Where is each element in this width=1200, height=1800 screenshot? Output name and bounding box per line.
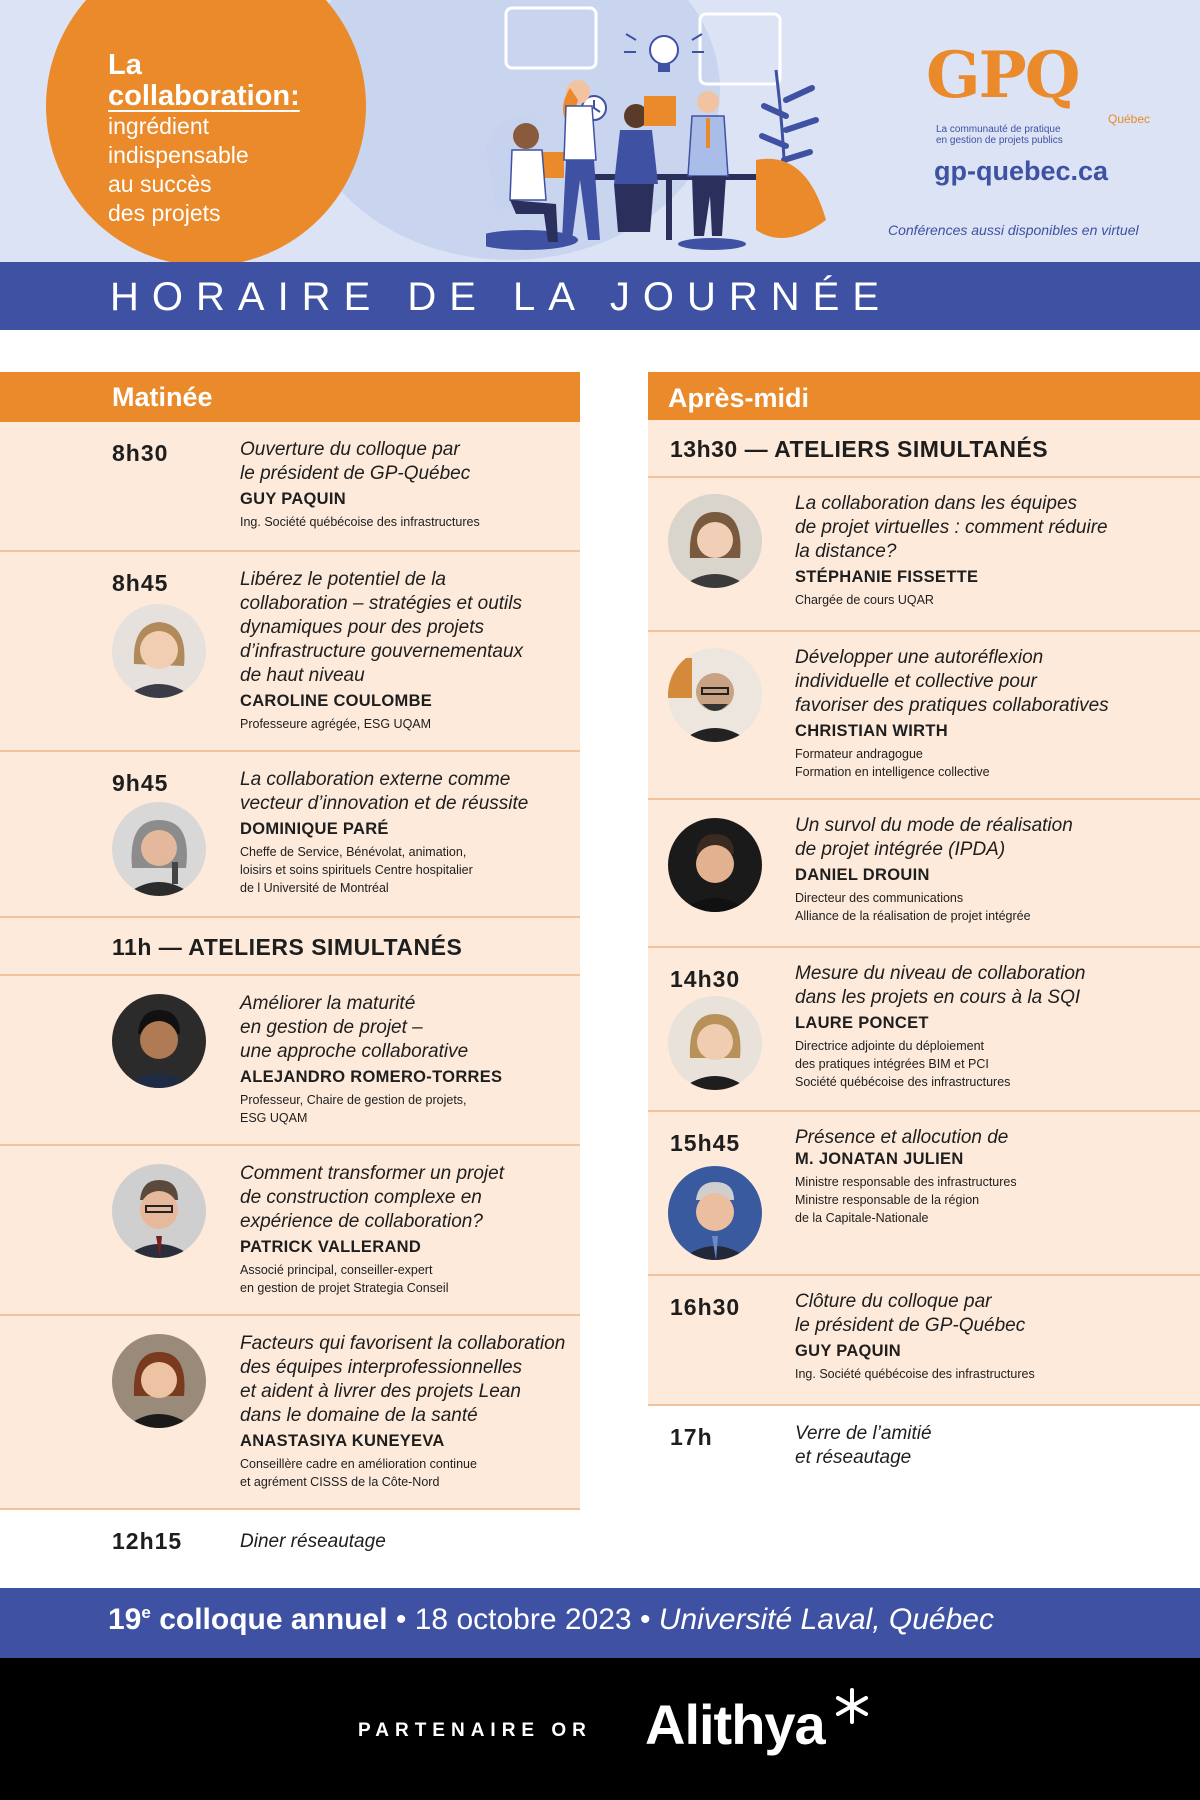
session-title-line: Un survol du mode de réalisation [795,815,1073,836]
gpq-logo-region: Québec [1108,112,1151,126]
session-time: 12h15 [112,1528,183,1554]
closing-label-line: et réseautage [795,1447,912,1468]
speaker-photo-avatar [112,802,206,896]
team-collaboration-illustration [486,0,886,262]
morning-column [0,372,580,1574]
speaker-photo-avatar [668,996,762,1090]
hero-line-4: indispensable [108,142,249,168]
session-title [795,962,1195,1010]
affiliation-line: Ing. Société québécoise des infrastructures [795,1367,1035,1381]
affiliation-line: Professeure agrégée, ESG UQAM [240,717,432,731]
affiliation-line: Directeur des communications [795,891,964,905]
lunch-details [240,1530,575,1554]
speaker-affiliation [795,745,1195,781]
session-title [240,1332,575,1428]
session-title-line: individuelle et collective pour [795,671,1037,692]
lunch-label: Diner réseautage [240,1531,386,1552]
speaker-affiliation [795,1365,1195,1383]
session-title-line: Ouverture du colloque par [240,439,460,460]
afternoon-header: Après-midi [648,372,1200,420]
affiliation-line: Société québécoise des infrastructures [795,1075,1011,1089]
speaker-affiliation [240,513,575,531]
affiliation-line: Formation en intelligence collective [795,765,990,779]
session-title-line: le président de GP-Québec [240,463,471,484]
speaker-photo-avatar [668,648,762,742]
session-details [240,992,575,1127]
session-row [0,552,580,752]
session-title [240,568,575,688]
affiliation-line: Cheffe de Service, Bénévolat, animation, [240,845,467,859]
session-title-line: de projet intégrée (IPDA) [795,839,1006,860]
speaker-affiliation [795,591,1195,609]
affiliation-line: Professeur, Chaire de gestion de projets, [240,1093,467,1107]
session-details [240,1332,575,1491]
affiliation-line: Directrice adjointe du déploiement [795,1039,984,1053]
affiliation-line: de la Capitale-Nationale [795,1211,929,1225]
affiliation-line: Chargée de cours UQAR [795,593,934,607]
session-title-line: expérience de collaboration? [240,1211,483,1232]
hero-line-2-suffix: : [290,80,300,112]
event-location: Université Laval, Québec [658,1603,994,1636]
session-title [795,814,1195,862]
affiliation-line: loisirs et soins spirituels Centre hospitalier [240,863,473,877]
session-title-line: de construction complexe en [240,1187,482,1208]
session-title-line: Clôture du colloque par [795,1291,992,1312]
workshop-row [0,1146,580,1316]
session-details [795,646,1195,781]
hero-banner [0,0,1200,262]
session-title-line: Mesure du niveau de collaboration [795,963,1086,984]
gpq-logo [926,38,1166,154]
workshop-band [0,918,580,976]
session-title-line: dynamiques pour des projets [240,617,484,638]
hero-line-5: au succès [108,171,212,197]
speaker-photo-avatar [668,494,762,588]
speaker-name: ANASTASIYA KUNEYEVA [240,1432,445,1450]
alithya-star-icon [832,1686,872,1726]
speaker-name: STÉPHANIE FISSETTE [795,568,979,586]
website-link[interactable]: gp-quebec.ca [934,156,1109,186]
speaker-photo-avatar [112,1164,206,1258]
session-title-line: vecteur d’innovation et de réussite [240,793,529,814]
speaker-affiliation [240,715,575,733]
speaker-affiliation [240,1091,575,1127]
speaker-name: GUY PAQUIN [795,1342,901,1360]
session-details [240,438,575,531]
edition-label: colloque annuel [159,1603,388,1636]
colloque-banner [0,1588,1200,1658]
speaker-photo-avatar [668,1166,762,1260]
speaker-name: GUY PAQUIN [240,490,346,508]
session-time: 8h45 [112,570,169,596]
affiliation-line: Ministre responsable de la région [795,1193,980,1207]
speaker-affiliation [795,889,1195,925]
session-time: 17h [670,1424,713,1450]
session-title-line: Libérez le potentiel de la [240,569,446,590]
session-title-line: favoriser des pratiques collaboratives [795,695,1109,716]
alithya-logo: Alithya [645,1693,825,1756]
closing-label [795,1422,1195,1470]
event-date: 18 octobre 2023 [414,1603,632,1636]
closing-details [795,1422,1195,1470]
speaker-name: CAROLINE COULOMBE [240,692,433,710]
gpq-logo-tagline [936,124,1126,146]
session-title-line: le président de GP-Québec [795,1315,1026,1336]
workshop-band-title: 13h30 — ATELIERS SIMULTANÉS [670,436,1049,462]
session-details [240,1162,575,1297]
hero-line-2 [108,80,358,112]
workshop-row [648,800,1200,948]
session-title [795,1290,1195,1338]
affiliation-line: et agrément CISSS de la Côte-Nord [240,1475,440,1489]
affiliation-line: Formateur andragogue [795,747,923,761]
speaker-affiliation [795,1037,1195,1091]
session-title-line: La collaboration dans les équipes [795,493,1078,514]
workshop-row [0,976,580,1146]
morning-header: Matinée [0,372,580,422]
hero-line-2-text: collaboration [108,80,291,112]
session-title-line: de haut niveau [240,665,365,686]
session-row [0,752,580,918]
workshop-band-title: 11h — ATELIERS SIMULTANÉS [112,934,463,960]
speaker-name: ALEJANDRO ROMERO-TORRES [240,1068,503,1086]
gpq-tagline-line-1: La communauté de pratique [936,124,1061,135]
session-title-line: de projet virtuelles : comment réduire [795,517,1108,538]
session-time: 8h30 [112,440,169,466]
speaker-name: M. JONATAN JULIEN [795,1150,964,1168]
speaker-affiliation [240,1261,575,1297]
session-title-line: des équipes interprofessionnelles [240,1357,523,1378]
workshop-row [648,478,1200,632]
session-title-line: Présence et allocution de [795,1127,1009,1148]
speaker-name: DANIEL DROUIN [795,866,930,884]
partner-label: PARTENAIRE OR [358,1720,592,1741]
speaker-name: PATRICK VALLERAND [240,1238,422,1256]
workshop-row [648,632,1200,800]
affiliation-line: Ministre responsable des infrastructures [795,1175,1017,1189]
edition-number: 19 [108,1603,142,1636]
edition-superscript: e [141,1603,151,1622]
speaker-affiliation [240,843,575,897]
schedule-title: HORAIRE DE LA JOURNÉE [110,275,893,319]
speaker-name: DOMINIQUE PARÉ [240,820,389,838]
closing-row [648,1406,1200,1492]
speaker-photo-avatar [668,818,762,912]
session-time: 15h45 [670,1130,741,1156]
gpq-logo-letters: GPQ [926,38,1079,113]
speaker-photo-avatar [112,604,206,698]
session-time: 9h45 [112,770,169,796]
affiliation-line: ESG UQAM [240,1111,308,1125]
session-details [240,568,575,733]
affiliation-line: Ing. Société québécoise des infrastructures [240,515,480,529]
session-title-line: collaboration – stratégies et outils [240,593,522,614]
speaker-affiliation [240,1455,575,1491]
workshop-row [0,1316,580,1510]
session-title-line: en gestion de projet – [240,1017,423,1038]
session-title [240,1162,575,1234]
session-title-line: Améliorer la maturité [240,993,416,1014]
affiliation-line: Associé principal, conseiller-expert [240,1263,433,1277]
hero-line-3: ingrédient [108,113,210,139]
session-details [795,814,1195,925]
affiliation-line: en gestion de projet Strategia Conseil [240,1281,449,1295]
separator: • [395,1603,407,1636]
schedule-title-bar [0,262,1200,330]
session-details [795,962,1195,1091]
afternoon-column [648,372,1200,1492]
session-time: 14h30 [670,966,741,992]
session-title-line: une approche collaborative [240,1041,469,1062]
virtual-note: Conférences aussi disponibles en virtuel [888,222,1139,238]
session-row [648,1276,1200,1406]
session-time: 16h30 [670,1294,741,1320]
lunch-row [0,1510,580,1574]
session-row [0,422,580,552]
speaker-photo-avatar [112,1334,206,1428]
partner-banner [0,1658,1200,1800]
session-details [795,492,1195,609]
session-title [795,492,1195,564]
speaker-name: LAURE PONCET [795,1014,929,1032]
colloque-info [108,1603,994,1637]
session-title [795,1126,1195,1150]
speaker-affiliation [795,1173,1195,1227]
session-row [648,948,1200,1112]
session-title [240,438,575,486]
gpq-tagline-line-2: en gestion de projets publics [936,135,1063,146]
affiliation-line: Conseillère cadre en amélioration continue [240,1457,477,1471]
session-title [795,646,1195,718]
speaker-photo-avatar [112,994,206,1088]
affiliation-line: des pratiques intégrées BIM et PCI [795,1057,989,1071]
session-title-line: La collaboration externe comme [240,769,511,790]
affiliation-line: de l Université de Montréal [240,881,389,895]
session-title-line: dans le domaine de la santé [240,1405,478,1426]
session-title [240,768,575,816]
session-details [795,1126,1195,1227]
session-title-line: Développer une autoréflexion [795,647,1044,668]
separator: • [639,1603,651,1636]
affiliation-line: Alliance de la réalisation de projet intégrée [795,909,1031,923]
hero-title [108,50,358,228]
session-title [240,992,575,1064]
session-details [795,1290,1195,1383]
session-title-line: dans les projets en cours à la SQI [795,987,1081,1008]
session-title-line: Comment transformer un projet [240,1163,504,1184]
hero-line-1: La [108,49,142,81]
session-title-line: Facteurs qui favorisent la collaboration [240,1333,566,1354]
hero-line-6: des projets [108,200,221,226]
session-row [648,1112,1200,1276]
workshop-band [648,420,1200,478]
session-title-line: et aident à livrer des projets Lean [240,1381,521,1402]
speaker-name: CHRISTIAN WIRTH [795,722,948,740]
closing-label-line: Verre de l’amitié [795,1423,932,1444]
session-title-line: d’infrastructure gouvernementaux [240,641,524,662]
session-details [240,768,575,897]
session-title-line: la distance? [795,541,897,562]
